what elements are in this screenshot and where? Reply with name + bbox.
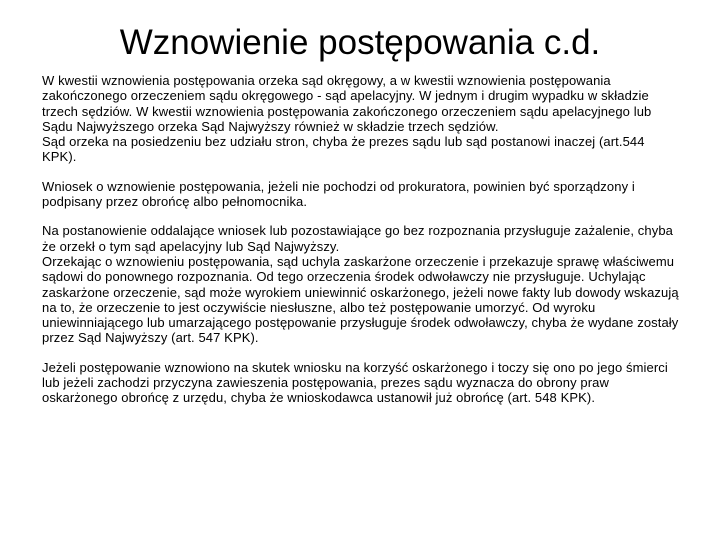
paragraph-defense-appointment: Jeżeli postępowanie wznowiono na skutek wniosku na korzyść oskarżonego i toczy się ono po jego śmierci lub jeżeli zachodzi przyczyna zawieszenia postępowania, prezes sądu wyznacza do obrony praw oskarżonego obrońcę z urzędu, chyba że wnioskodawca ustanowił już obrońcę (art. 548 KPK). — [42, 359, 668, 406]
paragraph-spacer — [42, 209, 682, 223]
paragraph-session-rules: Sąd orzeka na posiedzeniu bez udziału stron, chyba że prezes sądu lub sąd postanowi inaczej (art.544 KPK). — [42, 134, 645, 165]
slide-body — [42, 73, 682, 406]
paragraph-reopening-decision: Orzekając o wznowieniu postępowania, sąd uchyla zaskarżone orzeczenie i przekazuje sprawę właściwemu sądowi do ponownego rozpoznania. Od tego orzeczenia środek odwoławczy nie przysługuje. Uchylając zaskarżone orzeczenie, sąd może wyrokiem uniewinnić oskarżonego, jeżeli nowe fakty lub dowody wskazują na to, że orzeczenie to jest oczywiście niesłuszne, albo też postępowanie umorzyć. Od wyroku uniewinniającego lub umarzającego postępowanie przysługuje środek odwoławczy, chyba że wydane zostały przez Sąd Najwyższy (art. 547 KPK). — [42, 253, 679, 346]
paragraph-motion-requirements: Wniosek o wznowienie postępowania, jeżeli nie pochodzi od prokuratora, powinien być sporządzony i podpisany przez obrońcę albo pełnomocnika. — [42, 178, 635, 210]
paragraph-court-jurisdiction: W kwestii wznowienia postępowania orzeka sąd okręgowy, a w kwestii wznowienia postępowania zakończonego orzeczeniem sądu okręgowego - sąd apelacyjny. W jednym i drugim wypadku w składzie trzech sędziów. W kwestii wznowienia postępowania zakończonego orzeczeniem sądu apelacyjnego lub Sądu Najwyższego orzeka Sąd Najwyższy również w składzie trzech sędziów. — [42, 73, 652, 134]
paragraph-spacer — [42, 346, 682, 360]
paragraph-spacer — [42, 165, 682, 179]
paragraph-complaint: Na postanowienie oddalające wniosek lub pozostawiające go bez rozpoznania przysługuje zażalenie, chyba że orzekł o tym sąd apelacyjny lub Sąd Najwyższy. — [42, 223, 673, 254]
slide-title: Wznowienie postępowania c.d. — [119, 23, 601, 62]
